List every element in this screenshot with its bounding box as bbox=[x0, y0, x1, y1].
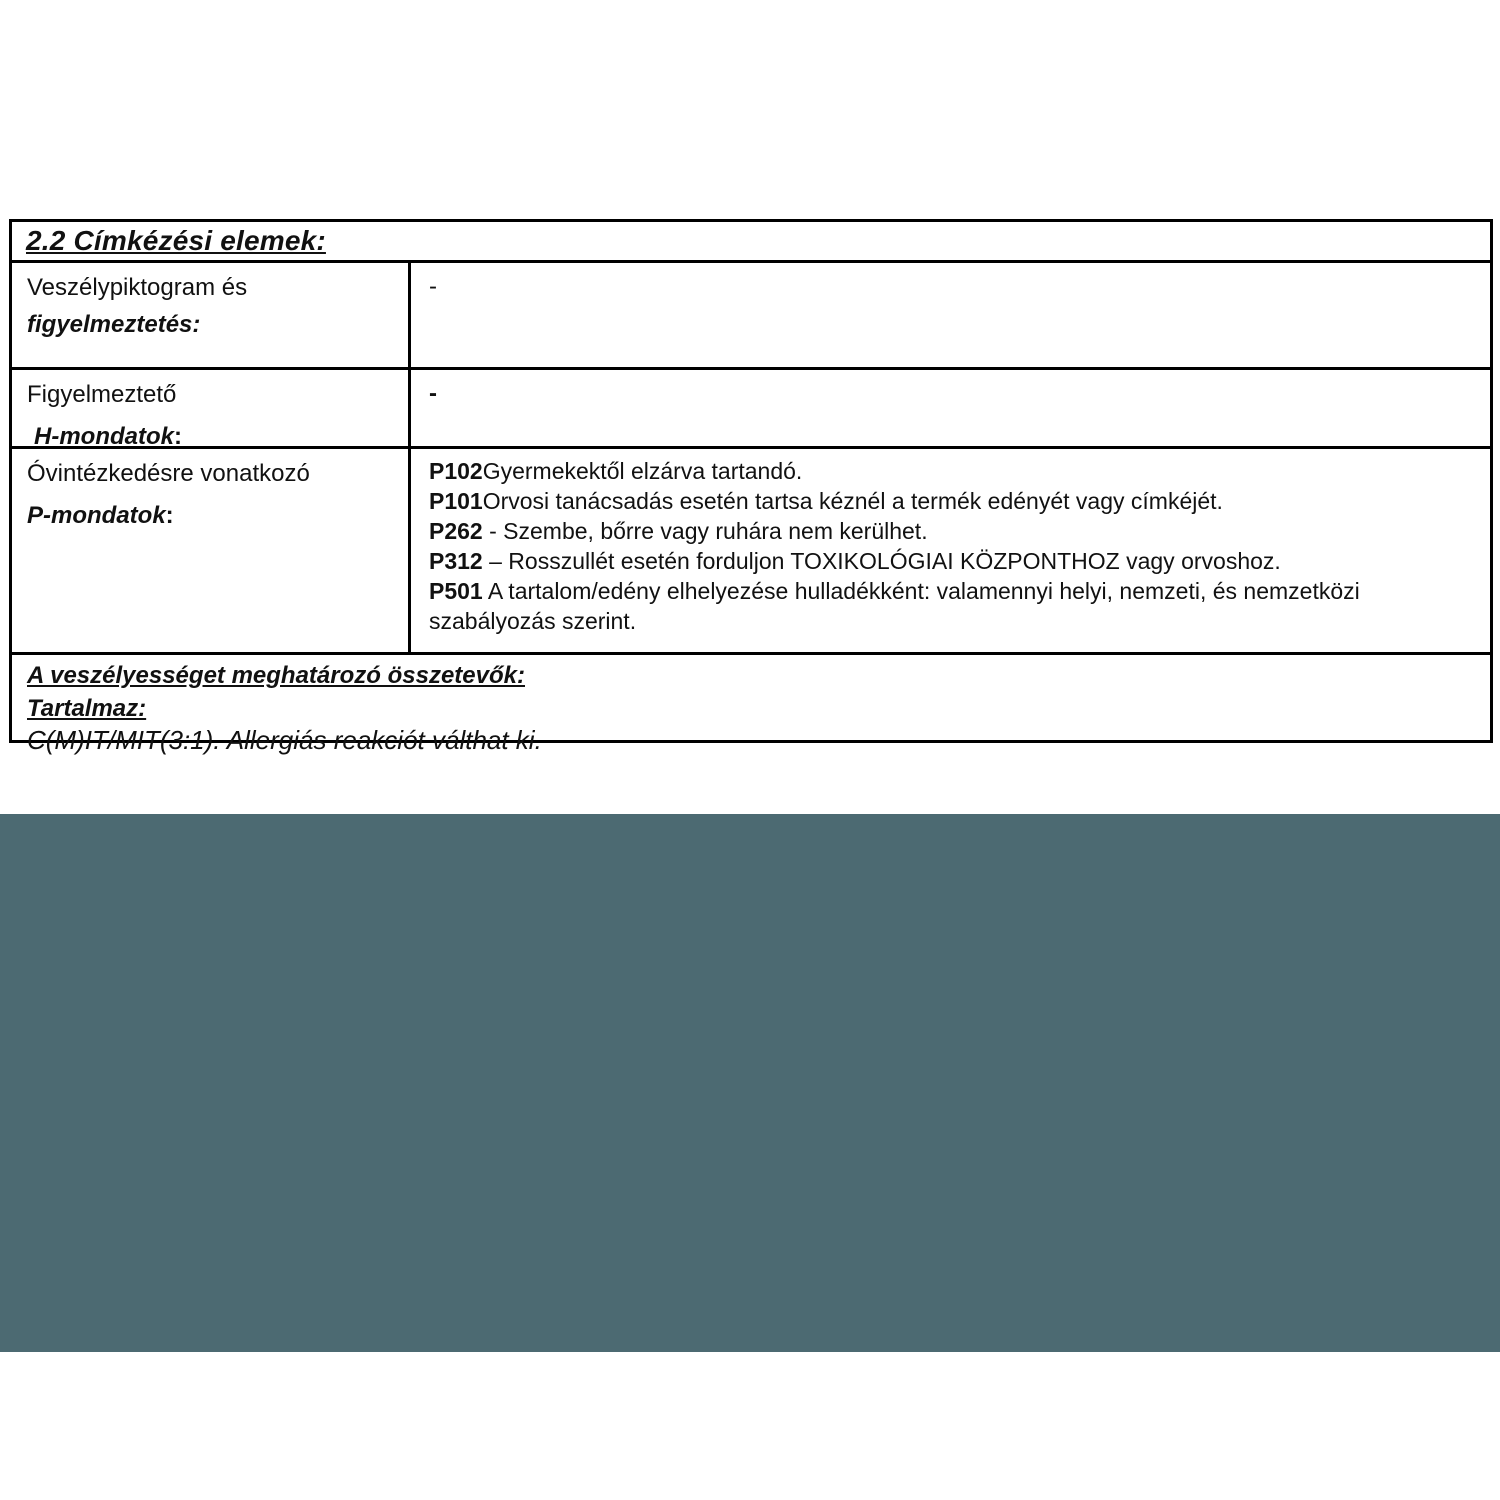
p-statements-label-cell bbox=[12, 449, 411, 652]
solid-color-block bbox=[0, 814, 1500, 1352]
hazard-components-heading: A veszélyességet meghatározó összetevők: bbox=[27, 662, 525, 689]
pictogram-value: - bbox=[429, 273, 437, 300]
p-statements-label-colon: : bbox=[165, 502, 174, 529]
h-statements-value-cell bbox=[411, 370, 1490, 446]
h-statements-label-cell bbox=[12, 370, 411, 450]
p-statement-p101 bbox=[429, 486, 1466, 516]
p-statement-p262 bbox=[429, 516, 1466, 546]
pictogram-label-line1: Veszélypiktogram és bbox=[27, 274, 248, 301]
p-code-p102: P102 bbox=[429, 458, 483, 484]
h-statements-label-colon: : bbox=[174, 423, 182, 450]
h-statements-label-bold: H-mondatok bbox=[34, 423, 174, 450]
p-text-p501: A tartalom/edény elhelyezése hulladékként: valamennyi helyi, nemzeti, és nemzetközi szabályozás szerint. bbox=[429, 578, 1360, 634]
p-statements-value-cell bbox=[411, 449, 1490, 652]
p-text-p312: – Rosszullét esetén forduljon TOXIKOLÓGIAI KÖZPONTHOZ vagy orvoshoz. bbox=[482, 548, 1281, 574]
p-statement-p501 bbox=[429, 576, 1466, 636]
p-text-p101: Orvosi tanácsadás esetén tartsa kéznél a termék edényét vagy címkéjét. bbox=[482, 488, 1223, 514]
table-row-h-statements bbox=[12, 370, 1490, 449]
p-code-p501: P501 bbox=[429, 578, 483, 604]
pictogram-label-line2: figyelmeztetés: bbox=[27, 311, 201, 338]
section-header bbox=[12, 222, 1490, 263]
pictogram-value-cell bbox=[411, 263, 1490, 367]
p-statement-p102 bbox=[429, 456, 1466, 486]
p-statements-label-bold: P-mondatok bbox=[27, 502, 166, 529]
p-text-p102: Gyermekektől elzárva tartandó. bbox=[482, 458, 803, 484]
contains-substance-text: C(M)IT/MIT(3:1). Allergiás reakciót válthat ki. bbox=[27, 725, 542, 755]
table-row-p-statements bbox=[12, 449, 1490, 655]
h-statements-label-line1: Figyelmeztető bbox=[27, 381, 177, 408]
h-statements-value: - bbox=[429, 380, 437, 407]
p-code-p312: P312 bbox=[429, 548, 483, 574]
p-text-p262: - Szembe, bőrre vagy ruhára nem kerülhet. bbox=[482, 518, 928, 544]
contains-heading: Tartalmaz: bbox=[27, 695, 147, 722]
pictogram-label-cell bbox=[12, 263, 411, 367]
p-statements-label-line2 bbox=[27, 502, 398, 530]
h-statements-label-line2 bbox=[27, 423, 398, 451]
section-title: 2.2 Címkézési elemek: bbox=[26, 225, 326, 256]
p-code-p262: P262 bbox=[429, 518, 483, 544]
p-statements-label-line1: Óvintézkedésre vonatkozó bbox=[27, 460, 310, 487]
table-row-hazard-components bbox=[12, 655, 1490, 755]
table-row-pictogram bbox=[12, 263, 1490, 370]
p-statement-p312 bbox=[429, 546, 1466, 576]
labelling-elements-table bbox=[9, 219, 1493, 755]
p-code-p101: P101 bbox=[429, 488, 483, 514]
